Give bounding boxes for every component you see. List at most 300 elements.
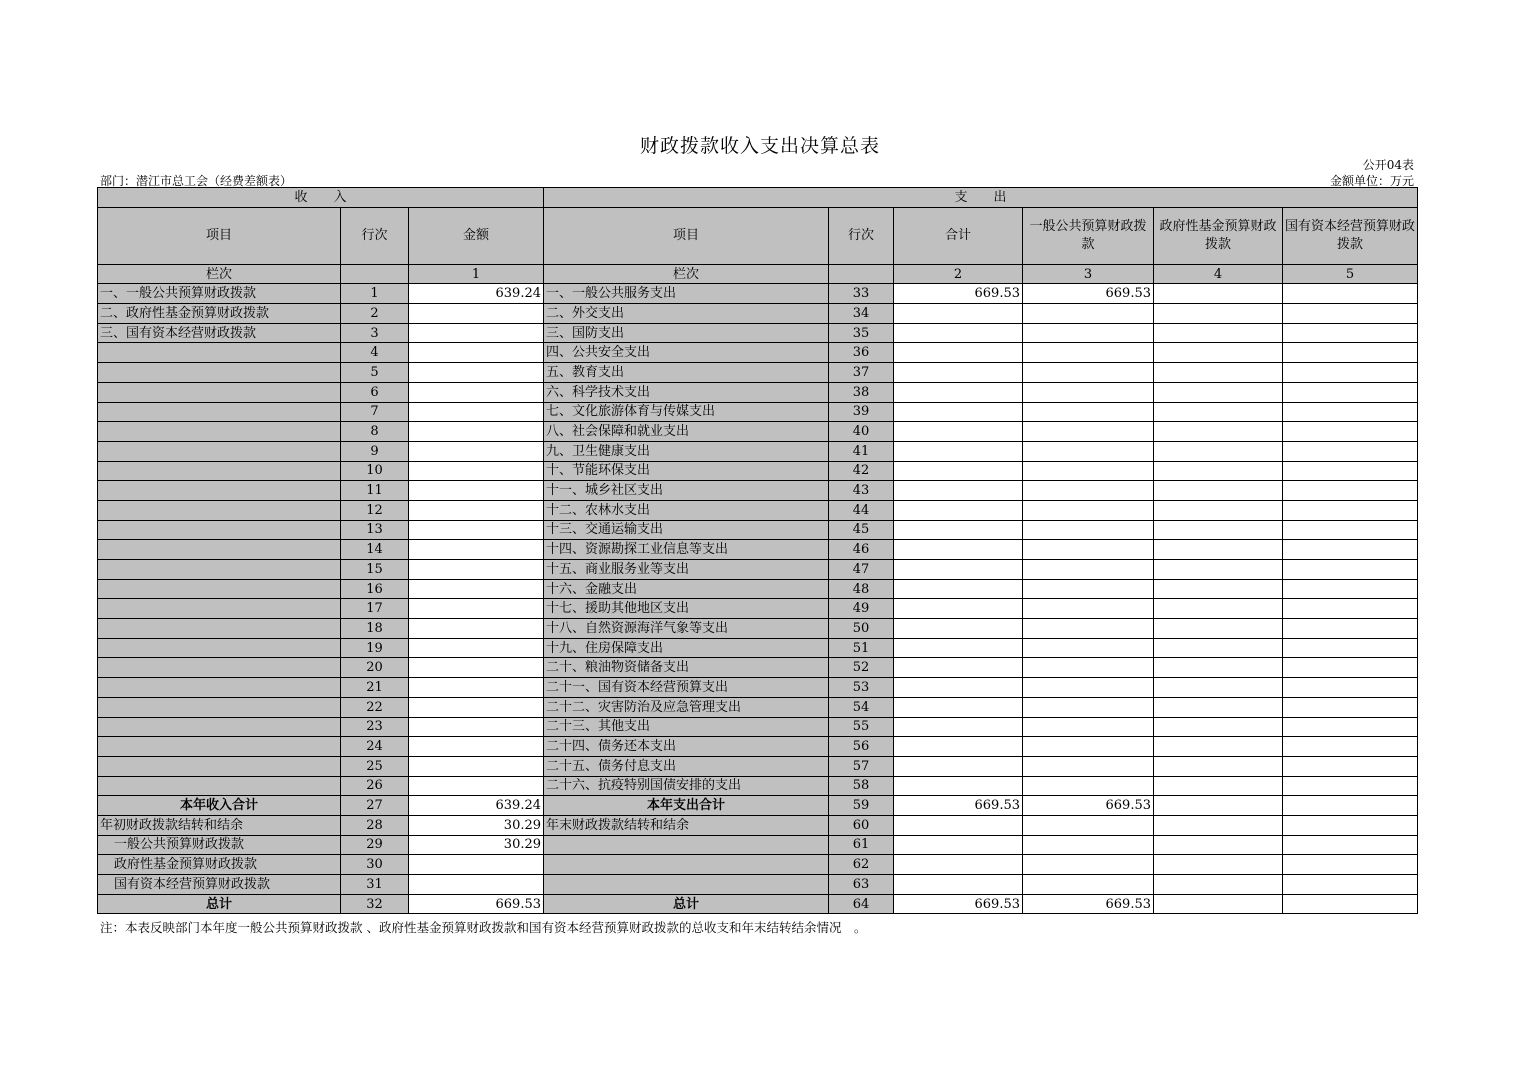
state-capital-amount — [1283, 579, 1418, 599]
expense-item: 十三、交通运输支出 — [544, 520, 829, 540]
grand-expense-general-amount: 669.53 — [1023, 894, 1154, 914]
income-item — [98, 402, 341, 422]
row-number: 21 — [341, 678, 409, 698]
expense-rowno-header: 行次 — [829, 207, 894, 264]
table-row — [98, 481, 1418, 501]
income-amount — [409, 382, 544, 402]
table-row — [98, 284, 1418, 304]
expense-item: 十二、农林水支出 — [544, 500, 829, 520]
report-table — [97, 187, 1418, 914]
state-capital-amount — [1283, 343, 1418, 363]
empty-cell — [1283, 875, 1418, 895]
income-amount — [409, 678, 544, 698]
empty-cell — [544, 855, 829, 875]
income-amount — [409, 619, 544, 639]
row-number: 50 — [829, 619, 894, 639]
row-number: 16 — [341, 579, 409, 599]
general-budget-amount — [1023, 402, 1154, 422]
state-capital-amount — [1283, 481, 1418, 501]
gov-fund-amount — [1154, 737, 1283, 757]
table-row — [98, 500, 1418, 520]
row-number: 44 — [829, 500, 894, 520]
income-item — [98, 382, 341, 402]
row-number: 28 — [341, 815, 409, 835]
income-item-header: 项目 — [98, 207, 341, 264]
expense-total — [894, 461, 1023, 481]
expense-item: 四、公共安全支出 — [544, 343, 829, 363]
row-number: 1 — [341, 284, 409, 304]
income-amount — [409, 422, 544, 442]
income-amount — [409, 697, 544, 717]
state-capital-amount — [1283, 678, 1418, 698]
expense-item: 十五、商业服务业等支出 — [544, 560, 829, 580]
general-budget-amount — [1023, 579, 1154, 599]
row-number: 53 — [829, 678, 894, 698]
state-capital-amount — [1283, 441, 1418, 461]
empty-cell — [341, 264, 409, 284]
grand-expense-total-amount: 669.53 — [894, 894, 1023, 914]
income-item — [98, 717, 341, 737]
state-capital-amount — [1283, 599, 1418, 619]
gov-fund-amount — [1154, 776, 1283, 796]
income-item — [98, 520, 341, 540]
expense-item: 二十五、债务付息支出 — [544, 756, 829, 776]
row-number: 57 — [829, 756, 894, 776]
begin-balance-label: 年初财政拨款结转和结余 — [98, 815, 341, 835]
empty-cell — [1154, 796, 1283, 816]
general-budget-amount — [1023, 540, 1154, 560]
row-number: 14 — [341, 540, 409, 560]
row-number: 64 — [829, 894, 894, 914]
expense-total — [894, 323, 1023, 343]
income-amount — [409, 461, 544, 481]
income-rowno-header: 行次 — [341, 207, 409, 264]
expense-item: 十六、金融支出 — [544, 579, 829, 599]
general-budget-amount — [1023, 382, 1154, 402]
income-item — [98, 560, 341, 580]
year-expense-general-amount: 669.53 — [1023, 796, 1154, 816]
row-number: 10 — [341, 461, 409, 481]
table-row — [98, 461, 1418, 481]
income-item: 一、一般公共预算财政拨款 — [98, 284, 341, 304]
income-amount — [409, 776, 544, 796]
gov-fund-amount — [1154, 402, 1283, 422]
gov-fund-amount — [1154, 500, 1283, 520]
expense-item: 二十二、灾害防治及应急管理支出 — [544, 697, 829, 717]
expense-item-header: 项目 — [544, 207, 829, 264]
expense-total — [894, 540, 1023, 560]
income-section-header: 收 入 — [98, 188, 544, 208]
expense-column-no-label: 栏次 — [544, 264, 829, 284]
expense-total — [894, 619, 1023, 639]
department-label: 部门：潜江市总工会（经费差额表） — [100, 174, 293, 188]
row-number: 38 — [829, 382, 894, 402]
row-number: 3 — [341, 323, 409, 343]
row-number: 52 — [829, 658, 894, 678]
row-number: 42 — [829, 461, 894, 481]
empty-cell — [409, 875, 544, 895]
income-item — [98, 678, 341, 698]
expense-total — [894, 756, 1023, 776]
table-row — [98, 441, 1418, 461]
grand-total-row — [98, 894, 1418, 914]
row-number: 59 — [829, 796, 894, 816]
row-number: 22 — [341, 697, 409, 717]
income-item — [98, 579, 341, 599]
row-number: 31 — [341, 875, 409, 895]
empty-cell — [1023, 815, 1154, 835]
column-no-4: 4 — [1154, 264, 1283, 284]
expense-item: 十九、住房保障支出 — [544, 638, 829, 658]
state-capital-amount — [1283, 776, 1418, 796]
row-number: 63 — [829, 875, 894, 895]
expense-item: 十八、自然资源海洋气象等支出 — [544, 619, 829, 639]
income-item — [98, 638, 341, 658]
gov-fund-amount — [1154, 540, 1283, 560]
gov-fund-amount — [1154, 619, 1283, 639]
row-number: 35 — [829, 323, 894, 343]
row-number: 43 — [829, 481, 894, 501]
state-capital-amount — [1283, 323, 1418, 343]
income-amount — [409, 500, 544, 520]
row-number: 5 — [341, 363, 409, 383]
header-row-column-numbers — [98, 264, 1418, 284]
empty-cell — [1283, 894, 1418, 914]
state-capital-amount — [1283, 284, 1418, 304]
empty-cell — [894, 855, 1023, 875]
table-row — [98, 717, 1418, 737]
empty-cell — [894, 835, 1023, 855]
row-number: 17 — [341, 599, 409, 619]
income-amount — [409, 343, 544, 363]
row-number: 18 — [341, 619, 409, 639]
column-no-5: 5 — [1283, 264, 1418, 284]
table-row — [98, 658, 1418, 678]
row-number: 62 — [829, 855, 894, 875]
row-number: 41 — [829, 441, 894, 461]
table-row — [98, 422, 1418, 442]
row-number: 36 — [829, 343, 894, 363]
gov-fund-amount — [1154, 304, 1283, 324]
state-capital-amount — [1283, 461, 1418, 481]
expense-total — [894, 363, 1023, 383]
table-row — [98, 560, 1418, 580]
column-no-2: 2 — [894, 264, 1023, 284]
begin-general-label: 一般公共预算财政拨款 — [98, 835, 341, 855]
expense-item: 三、国防支出 — [544, 323, 829, 343]
income-item — [98, 540, 341, 560]
expense-total — [894, 481, 1023, 501]
table-row — [98, 540, 1418, 560]
income-item — [98, 500, 341, 520]
expense-total — [894, 441, 1023, 461]
empty-cell — [544, 875, 829, 895]
income-item — [98, 481, 341, 501]
expense-total — [894, 717, 1023, 737]
row-number: 30 — [341, 855, 409, 875]
table-row — [98, 402, 1418, 422]
state-capital-amount — [1283, 304, 1418, 324]
general-budget-amount — [1023, 737, 1154, 757]
row-number: 12 — [341, 500, 409, 520]
gov-fund-amount — [1154, 697, 1283, 717]
income-amount — [409, 560, 544, 580]
table-row — [98, 520, 1418, 540]
income-amount — [409, 658, 544, 678]
state-capital-amount — [1283, 717, 1418, 737]
empty-cell — [1283, 796, 1418, 816]
general-budget-amount — [1023, 678, 1154, 698]
empty-cell — [1154, 815, 1283, 835]
row-number: 23 — [341, 717, 409, 737]
general-budget-amount — [1023, 461, 1154, 481]
expense-total — [894, 737, 1023, 757]
expense-total — [894, 402, 1023, 422]
empty-cell — [1154, 894, 1283, 914]
row-number: 46 — [829, 540, 894, 560]
begin-fund-label: 政府性基金预算财政拨款 — [98, 855, 341, 875]
row-number: 7 — [341, 402, 409, 422]
income-amount — [409, 638, 544, 658]
gov-fund-amount — [1154, 422, 1283, 442]
row-number: 56 — [829, 737, 894, 757]
general-budget-amount — [1023, 481, 1154, 501]
row-number: 27 — [341, 796, 409, 816]
gov-fund-amount — [1154, 638, 1283, 658]
state-capital-header: 国有资本经营预算财政拨款 — [1283, 207, 1418, 264]
header-row-columns — [98, 207, 1418, 264]
state-capital-amount — [1283, 382, 1418, 402]
empty-cell — [1154, 875, 1283, 895]
income-item — [98, 776, 341, 796]
expense-total — [894, 304, 1023, 324]
empty-cell — [409, 855, 544, 875]
row-number: 48 — [829, 579, 894, 599]
income-item — [98, 422, 341, 442]
state-capital-amount — [1283, 422, 1418, 442]
income-item — [98, 599, 341, 619]
income-amount — [409, 756, 544, 776]
income-amount — [409, 304, 544, 324]
state-capital-amount — [1283, 520, 1418, 540]
income-column-no-label: 栏次 — [98, 264, 341, 284]
general-budget-amount — [1023, 599, 1154, 619]
row-number: 6 — [341, 382, 409, 402]
state-capital-amount — [1283, 363, 1418, 383]
gov-fund-amount — [1154, 382, 1283, 402]
empty-cell — [894, 875, 1023, 895]
income-amount — [409, 441, 544, 461]
empty-cell — [1283, 815, 1418, 835]
gov-fund-amount — [1154, 717, 1283, 737]
gov-fund-amount — [1154, 441, 1283, 461]
general-budget-amount — [1023, 697, 1154, 717]
income-item — [98, 343, 341, 363]
row-number: 15 — [341, 560, 409, 580]
general-budget-amount — [1023, 520, 1154, 540]
table-row — [98, 304, 1418, 324]
row-number: 9 — [341, 441, 409, 461]
row-number: 61 — [829, 835, 894, 855]
expense-item: 八、社会保障和就业支出 — [544, 422, 829, 442]
income-amount — [409, 323, 544, 343]
amount-unit-label: 金额单位：万元 — [1329, 174, 1414, 188]
expense-total — [894, 599, 1023, 619]
table-row — [98, 323, 1418, 343]
expense-item: 一、一般公共服务支出 — [544, 284, 829, 304]
general-budget-amount — [1023, 441, 1154, 461]
begin-capital-label: 国有资本经营预算财政拨款 — [98, 875, 341, 895]
income-item: 三、国有资本经营财政拨款 — [98, 323, 341, 343]
column-no-1: 1 — [409, 264, 544, 284]
general-budget-amount — [1023, 756, 1154, 776]
income-amount — [409, 579, 544, 599]
expense-item: 二十一、国有资本经营预算支出 — [544, 678, 829, 698]
expense-total — [894, 678, 1023, 698]
state-capital-amount — [1283, 619, 1418, 639]
income-item — [98, 658, 341, 678]
general-budget-amount — [1023, 658, 1154, 678]
gov-fund-amount — [1154, 481, 1283, 501]
empty-cell — [1154, 835, 1283, 855]
gov-fund-amount — [1154, 756, 1283, 776]
income-amount — [409, 599, 544, 619]
general-budget-amount — [1023, 717, 1154, 737]
row-number: 8 — [341, 422, 409, 442]
empty-cell — [1283, 835, 1418, 855]
row-number: 24 — [341, 737, 409, 757]
table-row — [98, 619, 1418, 639]
general-budget-amount — [1023, 304, 1154, 324]
row-number: 55 — [829, 717, 894, 737]
expense-item: 十四、资源勘探工业信息等支出 — [544, 540, 829, 560]
grand-expense-label: 总计 — [544, 894, 829, 914]
income-amount — [409, 402, 544, 422]
expense-total — [894, 658, 1023, 678]
row-number: 29 — [341, 835, 409, 855]
table-row — [98, 599, 1418, 619]
table-row — [98, 697, 1418, 717]
empty-cell — [894, 815, 1023, 835]
table-row — [98, 638, 1418, 658]
begin-balance-amount: 30.29 — [409, 815, 544, 835]
row-number: 4 — [341, 343, 409, 363]
income-item — [98, 697, 341, 717]
empty-cell — [544, 835, 829, 855]
gov-fund-amount — [1154, 658, 1283, 678]
page-title: 财政拨款收入支出决算总表 — [639, 135, 880, 157]
row-number: 58 — [829, 776, 894, 796]
expense-total — [894, 343, 1023, 363]
gov-fund-amount — [1154, 363, 1283, 383]
state-capital-amount — [1283, 402, 1418, 422]
general-budget-amount — [1023, 343, 1154, 363]
header-row-section — [98, 188, 1418, 208]
income-item — [98, 619, 341, 639]
table-row — [98, 382, 1418, 402]
income-item — [98, 756, 341, 776]
row-number: 19 — [341, 638, 409, 658]
expense-section-header: 支 出 — [544, 188, 1418, 208]
row-number: 11 — [341, 481, 409, 501]
expense-total — [894, 500, 1023, 520]
expense-item: 十七、援助其他地区支出 — [544, 599, 829, 619]
row-number: 26 — [341, 776, 409, 796]
income-amount — [409, 520, 544, 540]
income-amount — [409, 363, 544, 383]
state-capital-amount — [1283, 540, 1418, 560]
table-row — [98, 363, 1418, 383]
row-number: 32 — [341, 894, 409, 914]
end-balance-label: 年末财政拨款结转和结余 — [544, 815, 829, 835]
gov-fund-amount — [1154, 560, 1283, 580]
row-number: 39 — [829, 402, 894, 422]
grand-income-amount: 669.53 — [409, 894, 544, 914]
gov-fund-amount — [1154, 579, 1283, 599]
expense-total — [894, 776, 1023, 796]
income-item — [98, 363, 341, 383]
expense-item: 二十六、抗疫特别国债安排的支出 — [544, 776, 829, 796]
row-number: 54 — [829, 697, 894, 717]
general-budget-amount: 669.53 — [1023, 284, 1154, 304]
expense-total-header: 合计 — [894, 207, 1023, 264]
row-number: 25 — [341, 756, 409, 776]
gov-fund-amount — [1154, 599, 1283, 619]
expense-item: 六、科学技术支出 — [544, 382, 829, 402]
expense-item: 二十三、其他支出 — [544, 717, 829, 737]
row-number: 34 — [829, 304, 894, 324]
year-expense-total-amount: 669.53 — [894, 796, 1023, 816]
row-number: 40 — [829, 422, 894, 442]
income-amount — [409, 540, 544, 560]
general-budget-amount — [1023, 638, 1154, 658]
row-number: 37 — [829, 363, 894, 383]
general-budget-amount — [1023, 776, 1154, 796]
gov-fund-header: 政府性基金预算财政拨款 — [1154, 207, 1283, 264]
expense-item: 五、教育支出 — [544, 363, 829, 383]
expense-item: 二、外交支出 — [544, 304, 829, 324]
year-income-total-amount: 639.24 — [409, 796, 544, 816]
balance-row — [98, 815, 1418, 835]
table-row — [98, 579, 1418, 599]
empty-cell — [1023, 835, 1154, 855]
income-amount — [409, 717, 544, 737]
table-row — [98, 776, 1418, 796]
empty-cell — [1023, 875, 1154, 895]
expense-total: 669.53 — [894, 284, 1023, 304]
state-capital-amount — [1283, 756, 1418, 776]
state-capital-amount — [1283, 697, 1418, 717]
expense-item: 十一、城乡社区支出 — [544, 481, 829, 501]
state-capital-amount — [1283, 560, 1418, 580]
expense-total — [894, 520, 1023, 540]
income-item — [98, 461, 341, 481]
expense-total — [894, 560, 1023, 580]
row-number: 47 — [829, 560, 894, 580]
income-amount — [409, 737, 544, 757]
gov-fund-amount — [1154, 678, 1283, 698]
table-row — [98, 756, 1418, 776]
income-item — [98, 441, 341, 461]
column-no-3: 3 — [1023, 264, 1154, 284]
gov-fund-amount — [1154, 343, 1283, 363]
year-total-row — [98, 796, 1418, 816]
general-budget-amount — [1023, 363, 1154, 383]
empty-cell — [1154, 855, 1283, 875]
year-expense-total-label: 本年支出合计 — [544, 796, 829, 816]
gov-fund-amount — [1154, 323, 1283, 343]
expense-item: 九、卫生健康支出 — [544, 441, 829, 461]
